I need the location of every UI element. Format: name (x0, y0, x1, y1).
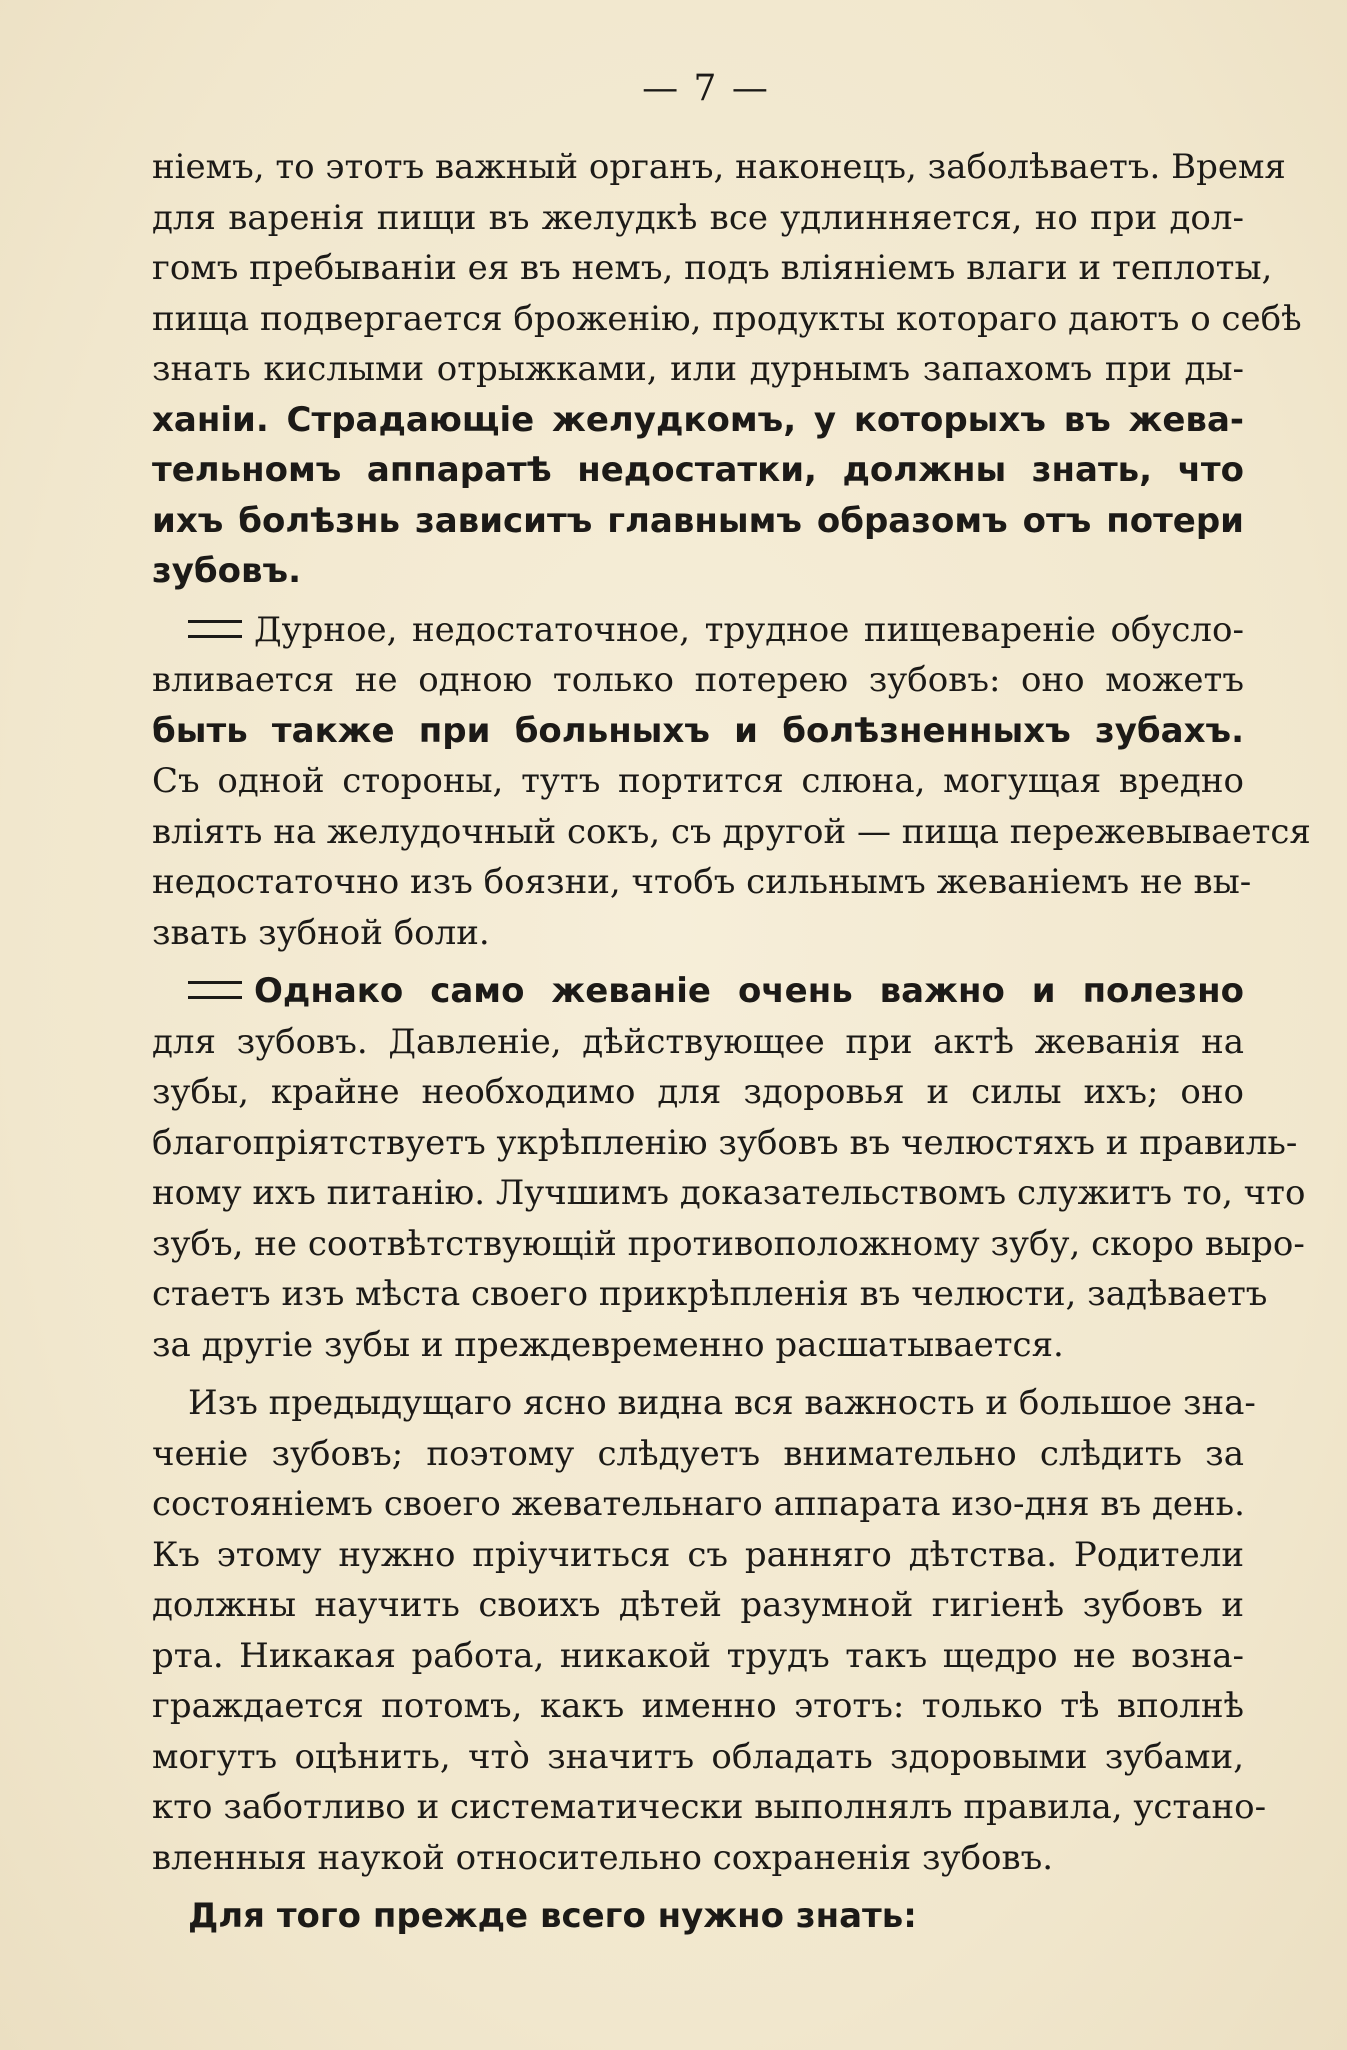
body-text (152, 142, 1311, 1942)
text-line: гомъ пребываніи ея въ немъ, подъ вліяніемъ влаги и теплоты, (152, 248, 1273, 288)
text-line: для зубовъ. Давленіе, дѣйствующее при актѣ жеванія на (152, 1021, 1244, 1062)
section-marker-icon (188, 981, 242, 999)
text-line (152, 605, 1244, 656)
text-line: зубы, крайне необходимо для здоровья и силы ихъ; оно (152, 1072, 1244, 1112)
text-line: знать кислыми отрыжками, или дурнымъ запахомъ при ды- (152, 349, 1244, 389)
text-line: ихъ болѣзнь зависитъ главнымъ образомъ отъ потери (152, 500, 1244, 541)
text-line: Съ одной стороны, тутъ портится слюна, могущая вредно (152, 761, 1244, 801)
text-line: Изъ предыдущаго ясно видна вся важность и большое зна- (188, 1383, 1256, 1423)
text-line: ніемъ, то этотъ важный органъ, наконецъ, заболѣваетъ. Время (152, 147, 1286, 187)
text-line: кто заботливо и систематически выполнялъ правила, устано- (152, 1787, 1267, 1827)
text-line: граждается потомъ, какъ именно этотъ: только тѣ вполнѣ (152, 1686, 1244, 1726)
text-line: рта. Никакая работа, никакой трудъ такъ щедро не возна- (152, 1635, 1244, 1676)
text-line: Для того прежде всего нужно знать: (188, 1896, 917, 1936)
text-line: звать зубной боли. (152, 912, 490, 953)
text-line: должны научить своихъ дѣтей разумной гигіенѣ зубовъ и (152, 1585, 1244, 1625)
text-line: ному ихъ питанію. Лучшимъ доказательствомъ служитъ то, что (152, 1173, 1306, 1213)
text-line: за другіе зубы и преждевременно расшатывается. (152, 1324, 1064, 1365)
text-line (152, 966, 1244, 1017)
text-line: для варенія пищи въ желудкѣ все удлинняется, но при дол- (152, 197, 1244, 238)
text-line: состояніемъ своего жевательнаго аппарата изо-дня въ день. (152, 1484, 1245, 1524)
paragraph-5 (152, 1891, 1244, 1942)
text-line: зубъ, не соотвѣтствующій противоположному зубу, скоро выро- (152, 1223, 1305, 1264)
text-line: вленныя наукой относительно сохраненія зубовъ. (152, 1837, 1054, 1878)
paragraph-1 (152, 142, 1302, 597)
text-line: могутъ оцѣнить, что̀ значитъ обладать здоровыми зубами, (152, 1736, 1244, 1777)
text-line: благопріятствуетъ укрѣпленію зубовъ въ челюстяхъ и правиль- (152, 1122, 1298, 1163)
section-marker-icon (188, 620, 242, 638)
text-line-content: Однако само жеваніе очень важно и полезно (254, 971, 1244, 1011)
text-line: Къ этому нужно пріучиться съ ранняго дѣтства. Родители (152, 1534, 1244, 1575)
text-line: тельномъ аппаратѣ недостатки, должны знать, что (152, 450, 1244, 490)
text-line: ченіе зубовъ; поэтому слѣдуетъ внимательно слѣдить за (152, 1433, 1244, 1474)
paragraph-4 (152, 1378, 1267, 1883)
text-line: быть также при больныхъ и болѣзненныхъ зубахъ. (152, 710, 1244, 751)
page-number: — 7 — (642, 68, 770, 109)
text-line: стаетъ изъ мѣста своего прикрѣпленія въ челюсти, задѣваетъ (152, 1274, 1268, 1314)
paragraph-3 (152, 966, 1306, 1370)
text-line: вливается не одною только потерею зубовъ: оно можетъ (152, 660, 1244, 700)
text-line: зубовъ. (152, 551, 301, 591)
text-line: вліять на желудочный сокъ, съ другой — пища пережевывается (152, 811, 1311, 852)
text-line: недостаточно изъ боязни, чтобъ сильнымъ жеваніемъ не вы- (152, 862, 1252, 902)
paragraph-2 (152, 605, 1311, 959)
text-line-content: Дурное, недостаточное, трудное пищевареніе обусло- (254, 609, 1244, 650)
text-line: ханіи. Страдающіе желудкомъ, у которыхъ въ жева- (152, 399, 1244, 440)
text-line: пища подвергается броженію, продукты котораго даютъ о себѣ (152, 298, 1302, 339)
